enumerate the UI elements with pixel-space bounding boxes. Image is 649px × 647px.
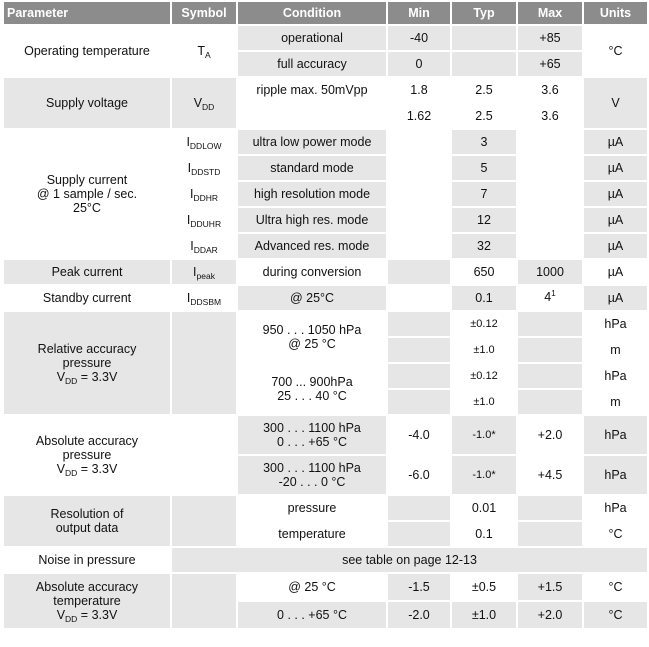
min-cell bbox=[388, 522, 450, 546]
condition-cell: @ 25 °C bbox=[238, 574, 386, 600]
min-cell bbox=[388, 182, 450, 206]
typ-cell: -1.0* bbox=[452, 416, 516, 454]
typ-cell: 7 bbox=[452, 182, 516, 206]
symbol-cell bbox=[172, 416, 236, 494]
spec-table bbox=[2, 0, 649, 630]
symbol-cell: $I_{DDUHR}$ bbox=[172, 208, 236, 232]
condition-cell: operational bbox=[238, 26, 386, 50]
condition-cell: temperature bbox=[238, 522, 386, 546]
typ-cell bbox=[452, 52, 516, 76]
max-cell bbox=[518, 522, 582, 546]
symbol-cell: $I_{DDSBM}$ bbox=[172, 286, 236, 310]
condition-cell: Ultra high res. mode bbox=[238, 208, 386, 232]
unit-cell: hPa bbox=[584, 312, 647, 336]
max-cell: +1.5 bbox=[518, 574, 582, 600]
min-cell bbox=[388, 260, 450, 284]
min-cell: -4.0 bbox=[388, 416, 450, 454]
condition-cell: during conversion bbox=[238, 260, 386, 284]
symbol-cell: $V_{DD}$ bbox=[172, 78, 236, 128]
table-row bbox=[4, 574, 647, 600]
header-typ: Typ bbox=[452, 2, 516, 24]
condition-cell: 300 . . . 1100 hPa -20 . . . 0 °C bbox=[238, 456, 386, 494]
table-row bbox=[4, 496, 647, 520]
unit-cell: m bbox=[584, 338, 647, 362]
max-cell bbox=[518, 182, 582, 206]
header-symbol: Symbol bbox=[172, 2, 236, 24]
table-row bbox=[4, 312, 647, 336]
symbol-cell: $I_{DDSTD}$ bbox=[172, 156, 236, 180]
min-cell bbox=[388, 208, 450, 232]
min-cell: 0 bbox=[388, 52, 450, 76]
min-cell bbox=[388, 156, 450, 180]
unit-cell: °C bbox=[584, 522, 647, 546]
unit-cell: hPa bbox=[584, 496, 647, 520]
typ-cell: 2.5 bbox=[452, 104, 516, 128]
header-row bbox=[4, 2, 647, 24]
min-cell bbox=[388, 338, 450, 362]
max-cell: +65 bbox=[518, 52, 582, 76]
max-cell: +2.0 bbox=[518, 602, 582, 628]
typ-cell: ±0.12 bbox=[452, 364, 516, 388]
unit-cell: °C bbox=[584, 574, 647, 600]
min-cell bbox=[388, 286, 450, 310]
typ-cell: ±0.5 bbox=[452, 574, 516, 600]
max-cell: 3.6 bbox=[518, 78, 582, 102]
max-cell: +4.5 bbox=[518, 456, 582, 494]
param-cell: Peak current bbox=[4, 260, 170, 284]
typ-cell: 0.1 bbox=[452, 286, 516, 310]
symbol-cell: $T_A$ bbox=[172, 26, 236, 76]
min-cell: 1.8 bbox=[388, 78, 450, 102]
condition-cell: @ 25°C bbox=[238, 286, 386, 310]
unit-cell: µA bbox=[584, 260, 647, 284]
typ-cell: 12 bbox=[452, 208, 516, 232]
typ-cell: 650 bbox=[452, 260, 516, 284]
unit-cell: °C bbox=[584, 602, 647, 628]
condition-cell: 950 . . . 1050 hPa @ 25 °C bbox=[238, 312, 386, 362]
symbol-cell: $I_{peak}$ bbox=[172, 260, 236, 284]
max-cell bbox=[518, 208, 582, 232]
typ-cell: 0.1 bbox=[452, 522, 516, 546]
unit-cell: °C bbox=[584, 26, 647, 76]
header-units: Units bbox=[584, 2, 647, 24]
typ-cell: ±1.0 bbox=[452, 390, 516, 414]
max-cell bbox=[518, 364, 582, 388]
max-cell: +85 bbox=[518, 26, 582, 50]
typ-cell: ±1.0 bbox=[452, 338, 516, 362]
min-cell bbox=[388, 130, 450, 154]
condition-cell bbox=[238, 104, 386, 128]
condition-cell: ultra low power mode bbox=[238, 130, 386, 154]
param-cell: Resolution of output data bbox=[4, 496, 170, 546]
min-cell bbox=[388, 390, 450, 414]
unit-cell: hPa bbox=[584, 364, 647, 388]
symbol-cell: $I_{DDAR}$ bbox=[172, 234, 236, 258]
typ-cell: 32 bbox=[452, 234, 516, 258]
symbol-cell: $I_{DDLOW}$ bbox=[172, 130, 236, 154]
table-row bbox=[4, 416, 647, 454]
table-row bbox=[4, 26, 647, 50]
condition-cell: 0 . . . +65 °C bbox=[238, 602, 386, 628]
max-cell bbox=[518, 130, 582, 154]
param-cell: Operating temperature bbox=[4, 26, 170, 76]
min-cell: 1.62 bbox=[388, 104, 450, 128]
table-row bbox=[4, 130, 647, 154]
condition-cell: Advanced res. mode bbox=[238, 234, 386, 258]
max-cell bbox=[518, 390, 582, 414]
min-cell bbox=[388, 312, 450, 336]
max-cell bbox=[518, 234, 582, 258]
unit-cell: µA bbox=[584, 130, 647, 154]
unit-cell: µA bbox=[584, 208, 647, 232]
max-cell: 1000 bbox=[518, 260, 582, 284]
noise-note-cell: see table on page 12-13 bbox=[172, 548, 647, 572]
condition-cell: ripple max. 50mVpp bbox=[238, 78, 386, 102]
condition-cell: 300 . . . 1100 hPa 0 . . . +65 °C bbox=[238, 416, 386, 454]
min-cell: -6.0 bbox=[388, 456, 450, 494]
typ-cell: ±1.0 bbox=[452, 602, 516, 628]
param-cell: Relative accuracy pressure $V_{DD} = 3.3V$ bbox=[4, 312, 170, 414]
typ-cell: 2.5 bbox=[452, 78, 516, 102]
condition-cell: high resolution mode bbox=[238, 182, 386, 206]
min-cell: -40 bbox=[388, 26, 450, 50]
min-cell bbox=[388, 234, 450, 258]
table-row bbox=[4, 78, 647, 102]
condition-cell: standard mode bbox=[238, 156, 386, 180]
unit-cell: µA bbox=[584, 234, 647, 258]
symbol-cell bbox=[172, 312, 236, 414]
param-cell: Supply current @ 1 sample / sec. 25°C bbox=[4, 130, 170, 258]
unit-cell: m bbox=[584, 390, 647, 414]
symbol-cell bbox=[172, 574, 236, 628]
min-cell bbox=[388, 364, 450, 388]
param-cell: Absolute accuracy temperature $V_{DD} = 3.3V$ bbox=[4, 574, 170, 628]
typ-cell: 5 bbox=[452, 156, 516, 180]
typ-cell: 3 bbox=[452, 130, 516, 154]
unit-cell: hPa bbox=[584, 416, 647, 454]
table-row bbox=[4, 286, 647, 310]
unit-cell: µA bbox=[584, 156, 647, 180]
unit-cell: µA bbox=[584, 286, 647, 310]
max-cell bbox=[518, 496, 582, 520]
max-cell: +2.0 bbox=[518, 416, 582, 454]
symbol-cell: $I_{DDHR}$ bbox=[172, 182, 236, 206]
typ-cell: -1.0* bbox=[452, 456, 516, 494]
unit-cell: hPa bbox=[584, 456, 647, 494]
min-cell: -1.5 bbox=[388, 574, 450, 600]
header-condition: Condition bbox=[238, 2, 386, 24]
unit-cell: µA bbox=[584, 182, 647, 206]
min-cell: -2.0 bbox=[388, 602, 450, 628]
param-cell: Standby current bbox=[4, 286, 170, 310]
condition-cell: full accuracy bbox=[238, 52, 386, 76]
unit-cell: V bbox=[584, 78, 647, 128]
header-max: Max bbox=[518, 2, 582, 24]
typ-cell: 0.01 bbox=[452, 496, 516, 520]
param-cell: Noise in pressure bbox=[4, 548, 170, 572]
param-cell: Supply voltage bbox=[4, 78, 170, 128]
max-cell bbox=[518, 338, 582, 362]
condition-cell: 700 ... 900hPa 25 . . . 40 °C bbox=[238, 364, 386, 414]
table-row bbox=[4, 260, 647, 284]
condition-cell: pressure bbox=[238, 496, 386, 520]
min-cell bbox=[388, 496, 450, 520]
header-min: Min bbox=[388, 2, 450, 24]
typ-cell bbox=[452, 26, 516, 50]
table-row bbox=[4, 548, 647, 572]
symbol-cell bbox=[172, 496, 236, 546]
max-cell: 3.6 bbox=[518, 104, 582, 128]
header-parameter: Parameter bbox=[4, 2, 170, 24]
max-cell bbox=[518, 156, 582, 180]
param-cell: Absolute accuracy pressure $V_{DD} = 3.3V$ bbox=[4, 416, 170, 494]
typ-cell: ±0.12 bbox=[452, 312, 516, 336]
max-cell bbox=[518, 312, 582, 336]
max-cell: $4^1$ bbox=[518, 286, 582, 310]
